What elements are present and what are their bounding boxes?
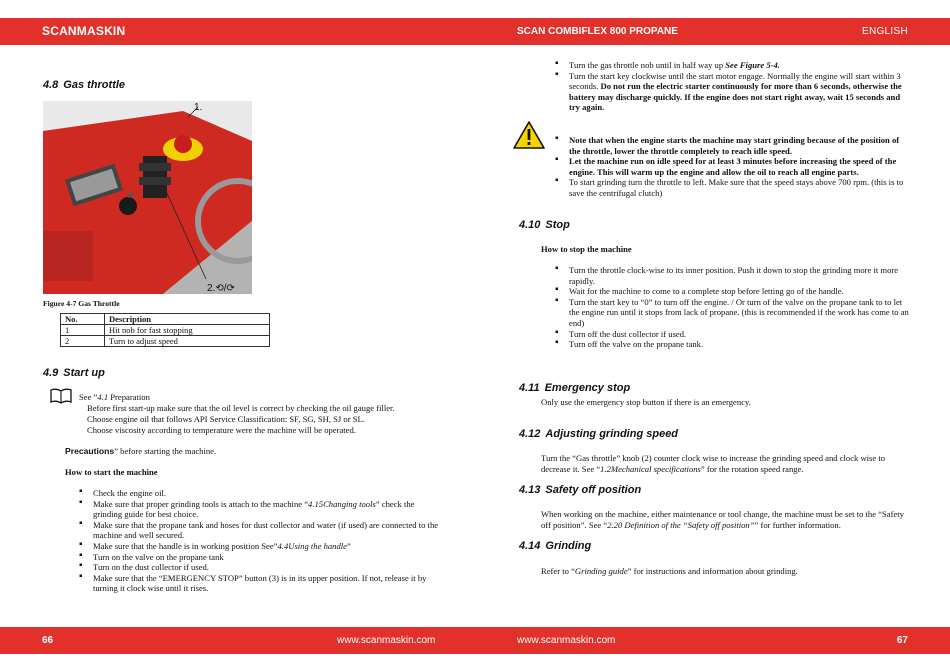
viscosity-text: Choose viscosity according to temperature were the machine will be operated. <box>87 425 356 435</box>
figure-caption: Figure 4-7 Gas Throttle <box>43 299 120 308</box>
list-item: ▪ Turn the start key clockwise until the start motor engage. Normally the engine will start within 3 seconds. Do not run the electric starter continuously for more than 6 seconds, otherwise the battery may discharge quickly. If the engine does not start right away, wait 15 seconds and try again. <box>555 71 910 113</box>
language-label: ENGLISH <box>861 26 908 37</box>
heading-4-12: 4.12 Adjusting grinding speed <box>519 428 679 440</box>
oil-level-text: Before first start-up make sure that the oil level is correct by checking the oil gauge filler. <box>87 403 395 413</box>
heading-4-11: 4.11 Emergency stop <box>519 382 631 394</box>
stop-steps-list <box>555 265 912 350</box>
list-item: ▪ Turn the throttle clock-wise to its inner position. Push it down to stop the grinding more it more rapidly. <box>555 265 912 286</box>
engine-oil-text: Choose engine oil that follows API Service Classification: SF, SG, SH, SJ or SL. <box>87 414 365 424</box>
precautions-line: Precautions” before starting the machine. <box>65 446 217 456</box>
gas-throttle-photo <box>43 101 252 294</box>
how-to-stop-heading: How to stop the machine <box>541 244 632 254</box>
list-item: ▪ Make sure that proper grinding tools is attach to the machine “4.15Changing tools” check the grinding guide for best choice. <box>79 499 439 520</box>
list-item: ▪ Check the engine oil. <box>79 488 439 499</box>
list-item: ▪ Let the machine run on idle speed for at least 3 minutes before increasing the speed of the engine. This will warm up the engine and allow the oil to reach all engine parts. <box>555 156 912 177</box>
grinding-text: Refer to “Grinding guide” for instructions and information about grinding. <box>541 566 798 576</box>
see-preparation: See ”4.1 Preparation <box>79 392 150 402</box>
grinding-speed-text: Turn the “Gas throttle” knob (2) counter clock wise to increase the grinding speed and clock wise to decrease it. See “1.2Mechanical specifications” for the rotation speed range. <box>541 453 886 474</box>
website-link-left[interactable]: www.scanmaskin.com <box>337 635 436 646</box>
table-header-row: No. Description <box>61 314 270 325</box>
rotate-arrows-icon: ⟲/⟳ <box>215 283 235 294</box>
heading-4-13: 4.13 Safety off position <box>519 484 642 496</box>
book-icon <box>49 388 73 404</box>
table-row: 1 Hit nob for fast stopping <box>61 325 270 336</box>
page-footer <box>0 627 950 654</box>
brand-logo: SCANMASKIN <box>42 24 126 38</box>
list-item: ▪ Turn off the dust collector if used. <box>555 329 912 340</box>
list-item: ▪ Wait for the machine to come to a complete stop before letting go of the handle. <box>555 286 912 297</box>
callout-2: 2.⟲/⟳ <box>207 283 235 294</box>
page-header <box>0 18 950 45</box>
list-item: ▪ Make sure that the handle is in working position See”4.4Using the handle” <box>79 541 439 552</box>
website-link-right[interactable]: www.scanmaskin.com <box>517 635 616 646</box>
list-item: ▪ Turn off the valve on the propane tank. <box>555 339 912 350</box>
table-row: 2 Turn to adjust speed <box>61 336 270 347</box>
list-item: ▪ Make sure that the “EMERGENCY STOP” button (3) is in its upper position. If not, release it by turning it clock wise until it rises. <box>79 573 439 594</box>
safety-off-text: When working on the machine, either maintenance or tool change, the machine must be set to the “Safety off position”. See “2.20 Definition of the “Safety off position”” for further information. <box>541 509 904 530</box>
list-item: ▪ Turn on the valve on the propane tank <box>79 552 439 563</box>
list-item: ▪ Note that when the engine starts the machine may start grinding because of the position of the throttle, lower the throttle completely to reach idle speed. <box>555 135 912 156</box>
warning-triangle-icon <box>512 120 546 150</box>
list-item: ▪ Turn the gas throttle nob until in half way up See Figure 5-4. <box>555 60 910 71</box>
start-steps-list <box>79 488 439 594</box>
list-item: ▪ Turn the start key to “0” to turn off the engine. / Or turn of the valve on the propane tank to to let the engine run until it stops from lack of propane. (this is recommended if the work has come to an end) <box>555 297 912 329</box>
list-item: ▪ Make sure that the propane tank and hoses for dust collector and water (if used) are connected to the machine and well secured. <box>79 520 439 541</box>
list-item: ▪ Turn on the dust collector if used. <box>79 562 439 573</box>
emergency-stop-text: Only use the emergency stop button if there is an emergency. <box>541 397 751 407</box>
heading-4-9: 4.9 Start up <box>43 367 105 379</box>
page-number-left: 66 <box>42 635 54 646</box>
start-continued-list <box>555 60 910 113</box>
warning-list <box>555 135 912 199</box>
callout-1: 1. <box>194 102 203 113</box>
heading-4-14: 4.14 Grinding <box>519 540 592 552</box>
description-table <box>60 313 270 347</box>
heading-4-10: 4.10 Stop <box>519 219 570 231</box>
model-title: SCAN COMBIFLEX 800 PROPANE <box>517 26 678 37</box>
heading-4-8: 4.8 Gas throttle <box>43 79 126 91</box>
page-number-right: 67 <box>896 635 908 646</box>
how-to-start-heading: How to start the machine <box>65 467 158 477</box>
list-item: ▪ To start grinding turn the throttle to left. Make sure that the speed stays above 700 rpm. (this is to save the centrifugal clutch) <box>555 177 912 198</box>
